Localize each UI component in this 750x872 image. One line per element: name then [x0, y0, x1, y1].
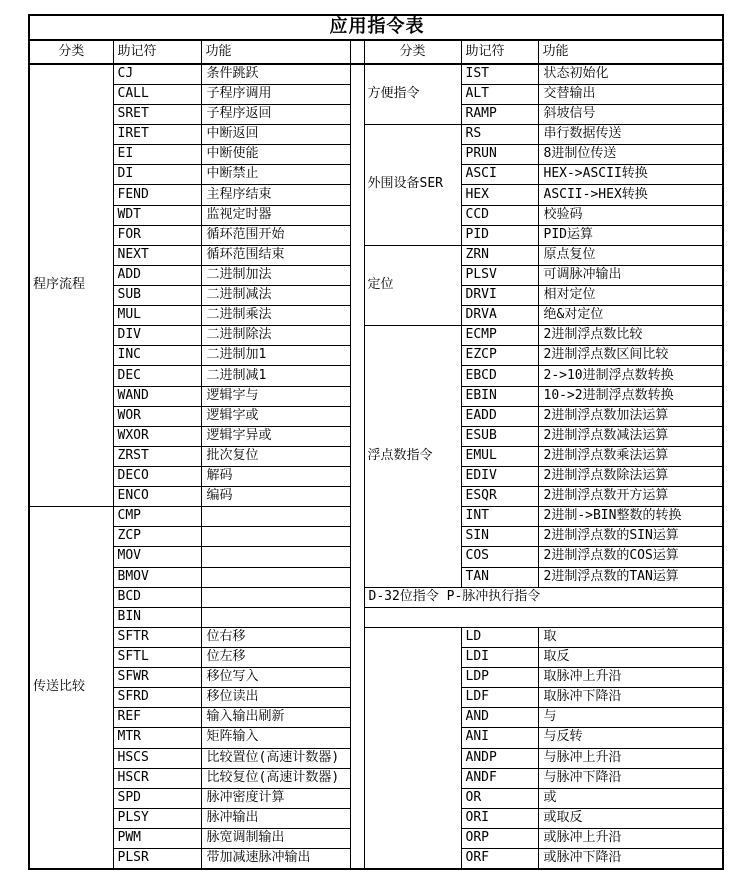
mnemonic-cell: FOR [113, 225, 201, 245]
table-row [29, 245, 723, 265]
mnemonic-cell: ORI [461, 808, 538, 828]
function-cell: 移位写入 [201, 668, 350, 688]
function-cell: 带加减速脉冲输出 [201, 849, 350, 869]
application-instruction-table [28, 14, 724, 870]
mnemonic-cell: INT [461, 507, 538, 527]
mnemonic-cell: LDF [461, 688, 538, 708]
mnemonic-cell: IRET [113, 125, 201, 145]
mnemonic-cell: ECMP [461, 326, 538, 346]
mnemonic-cell: WXOR [113, 426, 201, 446]
mnemonic-cell: BIN [113, 607, 201, 627]
function-cell: 二进制减法 [201, 285, 350, 305]
function-cell: 或取反 [538, 808, 723, 828]
function-cell: 2进制浮点数的SIN运算 [538, 527, 723, 547]
mnemonic-cell: MTR [113, 728, 201, 748]
function-cell: 条件跳跃 [201, 64, 350, 84]
function-cell: 状态初始化 [538, 64, 723, 84]
category-cell: 传送比较 [29, 507, 113, 869]
header-mnemonic-right: 助记符 [461, 40, 538, 64]
category-cell: 浮点数指令 [364, 326, 461, 587]
function-cell: 可调脉冲输出 [538, 265, 723, 285]
function-cell: 二进制加1 [201, 346, 350, 366]
function-cell: 与反转 [538, 728, 723, 748]
function-cell: 逻辑字异或 [201, 426, 350, 446]
function-cell: 位左移 [201, 647, 350, 667]
mnemonic-cell: ALT [461, 84, 538, 104]
mnemonic-cell: TAN [461, 567, 538, 587]
header-row [29, 40, 723, 64]
function-cell: 取脉冲下降沿 [538, 688, 723, 708]
header-category-left: 分类 [29, 40, 113, 64]
mnemonic-cell: CJ [113, 64, 201, 84]
function-cell: 校验码 [538, 205, 723, 225]
mnemonic-cell: SFTR [113, 627, 201, 647]
function-cell: 二进制乘法 [201, 306, 350, 326]
mnemonic-cell: OR [461, 788, 538, 808]
function-cell: 斜坡信号 [538, 105, 723, 125]
mnemonic-cell: EMUL [461, 446, 538, 466]
function-cell: 10->2进制浮点数转换 [538, 386, 723, 406]
mnemonic-cell: SUB [113, 285, 201, 305]
function-cell: 中断使能 [201, 145, 350, 165]
function-cell [201, 567, 350, 587]
mnemonic-cell: ASCI [461, 165, 538, 185]
function-cell: 2进制浮点数的COS运算 [538, 547, 723, 567]
mnemonic-cell: EBCD [461, 366, 538, 386]
function-cell: 相对定位 [538, 285, 723, 305]
mnemonic-cell: ENCO [113, 487, 201, 507]
category-cell: 程序流程 [29, 64, 113, 506]
function-cell: 与脉冲下降沿 [538, 768, 723, 788]
mnemonic-cell: ANDF [461, 768, 538, 788]
mnemonic-cell: CCD [461, 205, 538, 225]
table-row [29, 607, 723, 627]
function-cell: 2进制->BIN整数的转换 [538, 507, 723, 527]
function-cell: 矩阵输入 [201, 728, 350, 748]
mnemonic-cell: PLSV [461, 265, 538, 285]
function-cell: 与 [538, 708, 723, 728]
function-cell: 取脉冲上升沿 [538, 668, 723, 688]
function-cell: HEX->ASCII转换 [538, 165, 723, 185]
function-cell: 逻辑字或 [201, 406, 350, 426]
function-cell [201, 587, 350, 607]
function-cell: 子程序调用 [201, 84, 350, 104]
gap-column [350, 64, 364, 869]
mnemonic-cell: WOR [113, 406, 201, 426]
mnemonic-cell: BCD [113, 587, 201, 607]
mnemonic-cell: DIV [113, 326, 201, 346]
mnemonic-cell: PID [461, 225, 538, 245]
category-cell: 方便指令 [364, 64, 461, 124]
mnemonic-cell: SFTL [113, 647, 201, 667]
function-cell: 2进制浮点数比较 [538, 326, 723, 346]
function-cell: 比较置位(高速计数器) [201, 748, 350, 768]
function-cell [201, 607, 350, 627]
function-cell: ASCII->HEX转换 [538, 185, 723, 205]
function-cell: 二进制减1 [201, 366, 350, 386]
mnemonic-cell: WAND [113, 386, 201, 406]
mnemonic-cell: ZRST [113, 446, 201, 466]
function-cell: 监视定时器 [201, 205, 350, 225]
function-cell: 循环范围结束 [201, 245, 350, 265]
function-cell: 比较复位(高速计数器) [201, 768, 350, 788]
mnemonic-cell: ESUB [461, 426, 538, 446]
function-cell [201, 527, 350, 547]
function-cell: 2进制浮点数减法运算 [538, 426, 723, 446]
gap-column-header [350, 40, 364, 64]
mnemonic-cell: AND [461, 708, 538, 728]
mnemonic-cell: PLSY [113, 808, 201, 828]
mnemonic-cell: SRET [113, 105, 201, 125]
table-row [29, 587, 723, 607]
function-cell: 串行数据传送 [538, 125, 723, 145]
mnemonic-cell: COS [461, 547, 538, 567]
header-function-right: 功能 [538, 40, 723, 64]
function-cell: 二进制加法 [201, 265, 350, 285]
mnemonic-cell: CMP [113, 507, 201, 527]
function-cell: 批次复位 [201, 446, 350, 466]
mnemonic-cell: ZCP [113, 527, 201, 547]
mnemonic-cell: ESQR [461, 487, 538, 507]
function-cell: 逻辑字与 [201, 386, 350, 406]
function-cell: 绝&对定位 [538, 306, 723, 326]
function-cell: 二进制除法 [201, 326, 350, 346]
function-cell: 脉冲密度计算 [201, 788, 350, 808]
mnemonic-cell: DRVA [461, 306, 538, 326]
empty-row-cell [364, 607, 723, 627]
mnemonic-cell: SFWR [113, 668, 201, 688]
mnemonic-cell: DI [113, 165, 201, 185]
mnemonic-cell: SPD [113, 788, 201, 808]
function-cell: 主程序结束 [201, 185, 350, 205]
mnemonic-cell: LDI [461, 647, 538, 667]
function-cell: 解码 [201, 466, 350, 486]
page-title: 应用指令表 [29, 15, 723, 40]
function-cell: 输入输出刷新 [201, 708, 350, 728]
mnemonic-cell: MUL [113, 306, 201, 326]
function-cell: 取 [538, 627, 723, 647]
function-cell: 2进制浮点数区间比较 [538, 346, 723, 366]
mnemonic-cell: WDT [113, 205, 201, 225]
mnemonic-cell: CALL [113, 84, 201, 104]
function-cell: 中断禁止 [201, 165, 350, 185]
mnemonic-cell: SFRD [113, 688, 201, 708]
function-cell: 位右移 [201, 627, 350, 647]
table-row [29, 627, 723, 647]
function-cell: 中断返回 [201, 125, 350, 145]
title-row [29, 15, 723, 40]
mnemonic-cell: MOV [113, 547, 201, 567]
mnemonic-cell: SIN [461, 527, 538, 547]
function-cell [201, 507, 350, 527]
mnemonic-cell: ANI [461, 728, 538, 748]
mnemonic-cell: ADD [113, 265, 201, 285]
header-category-right: 分类 [364, 40, 461, 64]
mnemonic-cell: INC [113, 346, 201, 366]
header-mnemonic-left: 助记符 [113, 40, 201, 64]
function-cell: 编码 [201, 487, 350, 507]
function-cell: 交替输出 [538, 84, 723, 104]
mnemonic-cell: DRVI [461, 285, 538, 305]
function-cell: 循环范围开始 [201, 225, 350, 245]
mnemonic-cell: RAMP [461, 105, 538, 125]
table-row [29, 125, 723, 145]
mnemonic-cell: ANDP [461, 748, 538, 768]
function-cell: 脉冲输出 [201, 808, 350, 828]
table-row [29, 64, 723, 84]
mnemonic-cell: EZCP [461, 346, 538, 366]
mnemonic-cell: FEND [113, 185, 201, 205]
function-cell [201, 547, 350, 567]
mnemonic-cell: RS [461, 125, 538, 145]
function-cell: 脉宽调制输出 [201, 828, 350, 848]
mnemonic-cell: LD [461, 627, 538, 647]
mnemonic-cell: DEC [113, 366, 201, 386]
mnemonic-cell: HSCS [113, 748, 201, 768]
function-cell: 2->10进制浮点数转换 [538, 366, 723, 386]
function-cell: 原点复位 [538, 245, 723, 265]
header-function-left: 功能 [201, 40, 350, 64]
function-cell: 或脉冲下降沿 [538, 849, 723, 869]
mnemonic-cell: BMOV [113, 567, 201, 587]
table-row [29, 326, 723, 346]
mnemonic-cell: EBIN [461, 386, 538, 406]
mnemonic-cell: PLSR [113, 849, 201, 869]
mnemonic-cell: ORF [461, 849, 538, 869]
mnemonic-cell: NEXT [113, 245, 201, 265]
mnemonic-cell: EADD [461, 406, 538, 426]
mnemonic-cell: PWM [113, 828, 201, 848]
function-cell: PID运算 [538, 225, 723, 245]
category-cell: 定位 [364, 245, 461, 325]
mnemonic-cell: ZRN [461, 245, 538, 265]
function-cell: 2进制浮点数除法运算 [538, 466, 723, 486]
function-cell: 或脉冲上升沿 [538, 828, 723, 848]
function-cell: 2进制浮点数加法运算 [538, 406, 723, 426]
mnemonic-cell: EDIV [461, 466, 538, 486]
function-cell: 或 [538, 788, 723, 808]
function-cell: 2进制浮点数乘法运算 [538, 446, 723, 466]
mnemonic-cell: PRUN [461, 145, 538, 165]
mnemonic-cell: IST [461, 64, 538, 84]
function-cell: 子程序返回 [201, 105, 350, 125]
category-cell [364, 627, 461, 869]
function-cell: 与脉冲上升沿 [538, 748, 723, 768]
mnemonic-cell: HSCR [113, 768, 201, 788]
mnemonic-cell: DECO [113, 466, 201, 486]
function-cell: 8进制位传送 [538, 145, 723, 165]
function-cell: 取反 [538, 647, 723, 667]
mnemonic-cell: LDP [461, 668, 538, 688]
mnemonic-cell: EI [113, 145, 201, 165]
category-cell: 外围设备SER [364, 125, 461, 246]
note-row-cell: D-32位指令 P-脉冲执行指令 [364, 587, 723, 607]
mnemonic-cell: ORP [461, 828, 538, 848]
function-cell: 2进制浮点数的TAN运算 [538, 567, 723, 587]
mnemonic-cell: HEX [461, 185, 538, 205]
function-cell: 移位读出 [201, 688, 350, 708]
function-cell: 2进制浮点数开方运算 [538, 487, 723, 507]
mnemonic-cell: REF [113, 708, 201, 728]
